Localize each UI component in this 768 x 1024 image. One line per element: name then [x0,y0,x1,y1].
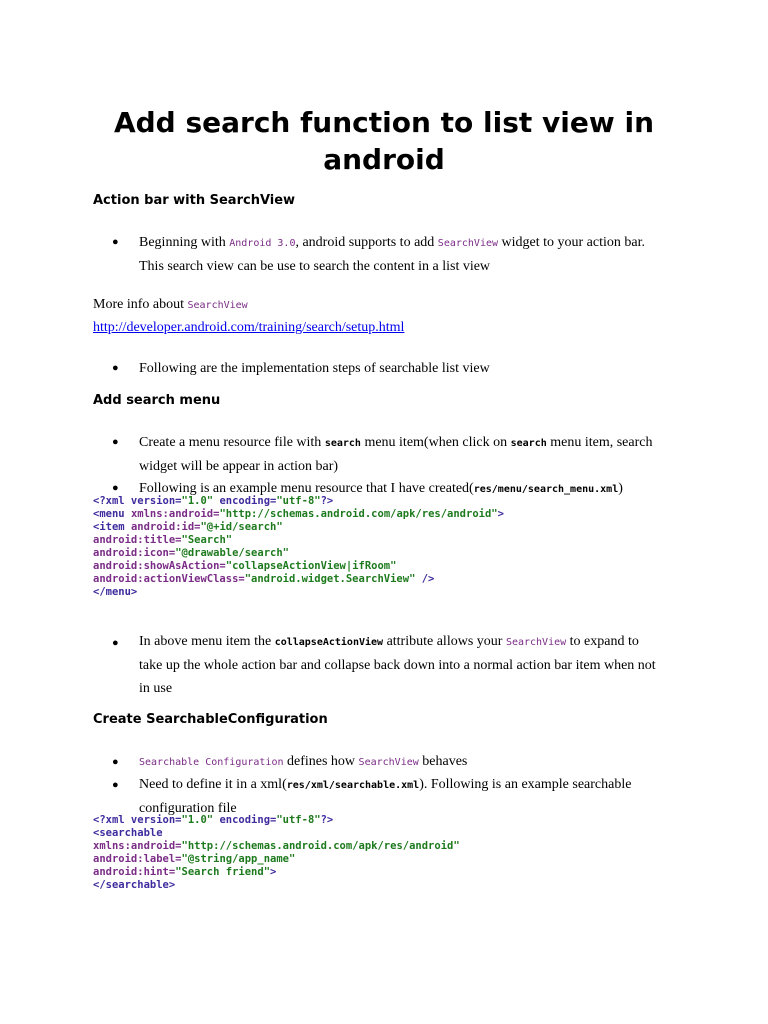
bullet-marker: ● [112,236,119,248]
heading-action-bar: Action bar with SearchView [93,193,296,208]
bullet-marker: ● [112,779,119,791]
bullet-collapse-action-view: In above menu item the collapseActionView attribute allows your SearchView to expand to take up the whole action bar and collapse back down into a normal action bar item when not in use [139,634,656,696]
bullet-searchview-intro: Beginning with Android 3.0, android supports to add SearchView widget to your action bar. This search view can be use to search the content in a list view [139,235,645,274]
title-line-1: Add search function to list view in [113,106,655,139]
bullet-marker: ● [112,756,119,768]
bullet-implementation-steps: Following are the implementation steps of searchable list view [139,361,490,376]
code-block-menu: <?xml version="1.0" encoding="utf-8"?> <menu xmlns:android="http://schemas.android.com/apk/res/android"> <item android:id="@+id/search" android:title="Search" android:icon="@drawable/search" android:showAsAction="collapseActionView|ifRoom" android:actionViewClass="android.widget.SearchView" /> </menu> [93,495,504,598]
page-title [60,104,708,178]
heading-add-search-menu: Add search menu [93,393,221,408]
code-block-searchable: <?xml version="1.0" encoding="utf-8"?> <searchable xmlns:android="http://schemas.android.com/apk/res/android" android:label="@string/app_name" android:hint="Search friend"> </searchable> [93,814,460,891]
bullet-marker: ● [112,362,119,374]
bullet-marker: ● [112,436,119,448]
bullet-searchable-configuration: Searchable Configuration defines how SearchView behaves [139,754,468,769]
heading-searchable-config: Create SearchableConfiguration [93,712,328,727]
more-info-text: More info about SearchView [93,297,248,312]
bullet-marker: ● [112,482,119,494]
bullet-marker: ● [112,637,119,649]
bullet-create-menu: Create a menu resource file with search menu item(when click on search menu item, search widget will be appear in action bar) [139,435,653,474]
bullet-example-menu: Following is an example menu resource that I have created(res/menu/search_menu.xml) [139,481,623,496]
title-line-2: android [323,143,445,176]
developer-link[interactable]: http://developer.android.com/training/search/setup.html [93,320,405,335]
bullet-define-xml: Need to define it in a xml(res/xml/searchable.xml). Following is an example searchable configuration file [139,777,632,816]
